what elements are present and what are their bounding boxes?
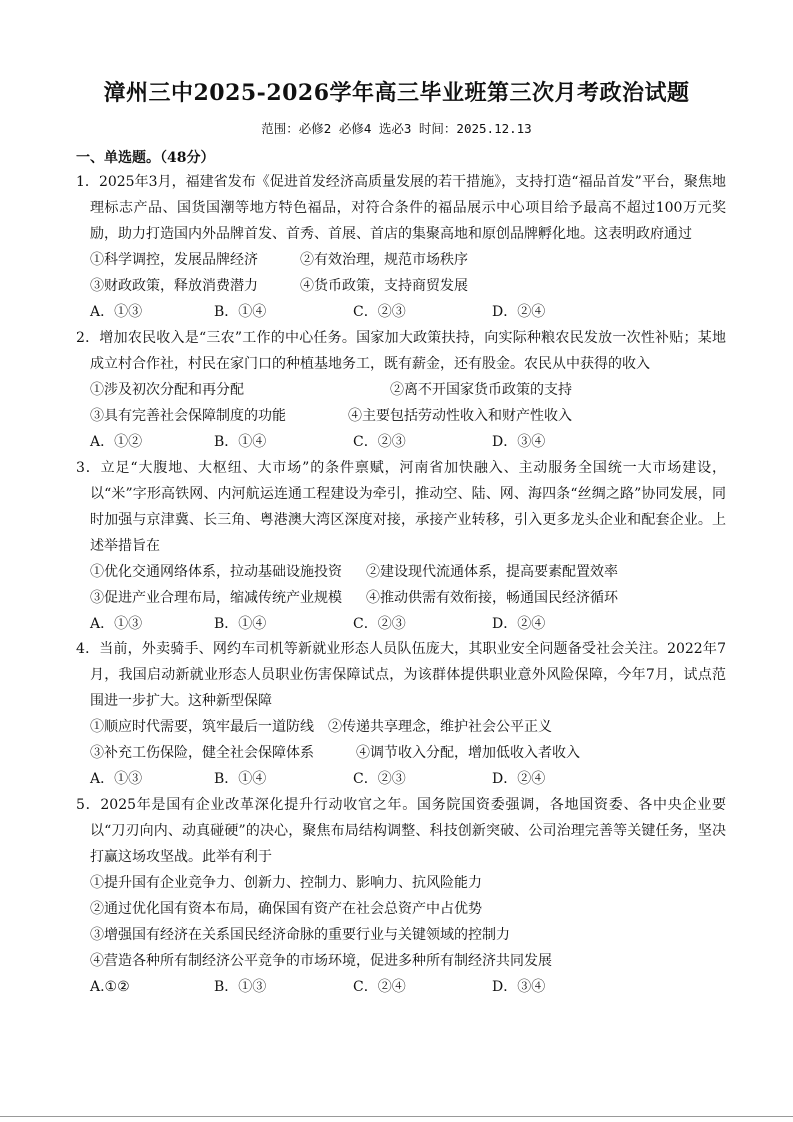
statement: ①优化交通网络体系，拉动基础设施投资 [90,564,342,580]
statement: ④推动供需有效衔接，畅通国民经济循环 [366,590,618,606]
choice-d[interactable]: D．②④ [492,616,546,632]
choice-c[interactable]: C．②③ [353,616,406,632]
statement: ②离不开国家货币政策的支持 [390,382,572,398]
choice-row [76,429,726,455]
statement: ④主要包括劳动性收入和财产性收入 [348,408,572,424]
statement: ①涉及初次分配和再分配 [90,382,244,398]
question-5 [76,792,726,1000]
choice-b[interactable]: B．①③ [214,979,267,995]
statement: ①提升国有企业竞争力、创新力、控制力、影响力、抗风险能力 [90,875,482,891]
exam-scope: 范围：必修2 必修4 选必3 时间：2025.12.13 [261,121,532,136]
statement: ①科学调控，发展品牌经济 [90,252,258,268]
statement-row [76,714,726,740]
question-stem: 4．当前，外卖骑手、网约车司机等新就业形态人员队伍庞大，其职业安全问题备受社会关注。2022年7月，我国启动新就业形态人员职业伤害保障试点，为该群体提供职业意外风险保障，今年7月，试点范围进一步扩大。这种新型保障 [76,641,726,709]
statement: ②通过优化国有资本布局，确保国有资产在社会总资产中占优势 [90,901,482,917]
choice-d[interactable]: D．②④ [492,771,546,787]
statement-row [76,559,726,585]
choice-row [76,974,726,1000]
choice-a[interactable]: A．①③ [90,616,143,632]
choice-row [76,611,726,637]
choice-row [76,299,726,325]
choice-b[interactable]: B．①④ [214,771,267,787]
statement-row [76,740,726,766]
choice-row [76,766,726,792]
statement: ④货币政策，支持商贸发展 [300,278,468,294]
question-3 [76,455,726,637]
choice-b[interactable]: B．①④ [214,304,267,320]
statement: ②传递共享理念，维护社会公平正义 [328,719,552,735]
choice-c[interactable]: C．②③ [353,771,406,787]
page-bottom-divider [0,1116,793,1117]
section-heading: 一、单选题。（48分） [76,150,215,166]
choice-c[interactable]: C．②③ [353,434,406,450]
choice-a[interactable]: A．①② [90,434,143,450]
choice-c[interactable]: C．②③ [353,304,406,320]
statement: ①顺应时代需要，筑牢最后一道防线 [90,719,314,735]
choice-a[interactable]: A．①③ [90,771,143,787]
choice-b[interactable]: B．①④ [214,434,267,450]
question-stem: 5．2025年是国有企业改革深化提升行动收官之年。国务院国资委强调，各地国资委、各中央企业要以“刀刃向内、动真碰硬”的决心，聚焦布局结构调整、科技创新突破、公司治理完善等关键任务，坚决打赢这场攻坚战。此举有利于 [76,797,726,865]
question-1 [76,169,726,325]
choice-d[interactable]: D．②④ [492,304,546,320]
statement-row [76,585,726,611]
statement: ④营造各种所有制经济公平竞争的市场环境，促进多种所有制经济共同发展 [90,953,552,969]
choice-c[interactable]: C．②④ [353,979,406,995]
question-stem: 1．2025年3月，福建省发布《促进首发经济高质量发展的若干措施》，支持打造“福品首发”平台，聚焦地理标志产品、国货国潮等地方特色福品，对符合条件的福品展示中心项目给予最高不超过100万元奖励，助力打造国内外品牌首发、首秀、首展、首店的集聚高地和原创品牌孵化地。这表明政府通过 [76,174,726,242]
choice-a[interactable]: A.①② [90,979,130,995]
statement: ③财政政策，释放消费潜力 [90,278,258,294]
statement: ③补充工伤保险，健全社会保障体系 [90,745,314,761]
question-4 [76,636,726,792]
statement: ③增强国有经济在关系国民经济命脉的重要行业与关键领域的控制力 [90,927,510,943]
statement-row [76,247,726,273]
statement-row [76,273,726,299]
question-2 [76,325,726,455]
page-title: 漳州三中2025-2026学年高三毕业班第三次月考政治试题 [103,80,690,106]
choice-d[interactable]: D．③④ [492,979,546,995]
statement: ②建设现代流通体系，提高要素配置效率 [366,564,618,580]
statement-row [76,403,726,429]
choice-a[interactable]: A．①③ [90,304,143,320]
statement: ②有效治理，规范市场秩序 [300,252,468,268]
statement: ③促进产业合理布局，缩减传统产业规模 [90,590,342,606]
choice-d[interactable]: D．③④ [492,434,546,450]
choice-b[interactable]: B．①④ [214,616,267,632]
question-stem: 2．增加农民收入是“三农”工作的中心任务。国家加大政策扶持，向实际种粮农民发放一次性补贴；某地成立村合作社，村民在家门口的种植基地务工，既有薪金，还有股金。农民从中获得的收入 [76,330,726,372]
statement: ③具有完善社会保障制度的功能 [90,408,286,424]
question-stem: 3．立足“大腹地、大枢纽、大市场”的条件禀赋，河南省加快融入、主动服务全国统一大市场建设，以“米”字形高铁网、内河航运连通工程建设为牵引，推动空、陆、网、海四条“丝绸之路”协同发展，同时加强与京津冀、长三角、粤港澳大湾区深度对接，承接产业转移，引入更多龙头企业和配套企业。上述举措旨在 [76,460,726,554]
statement: ④调节收入分配，增加低收入者收入 [356,745,580,761]
statement-row [76,377,726,403]
